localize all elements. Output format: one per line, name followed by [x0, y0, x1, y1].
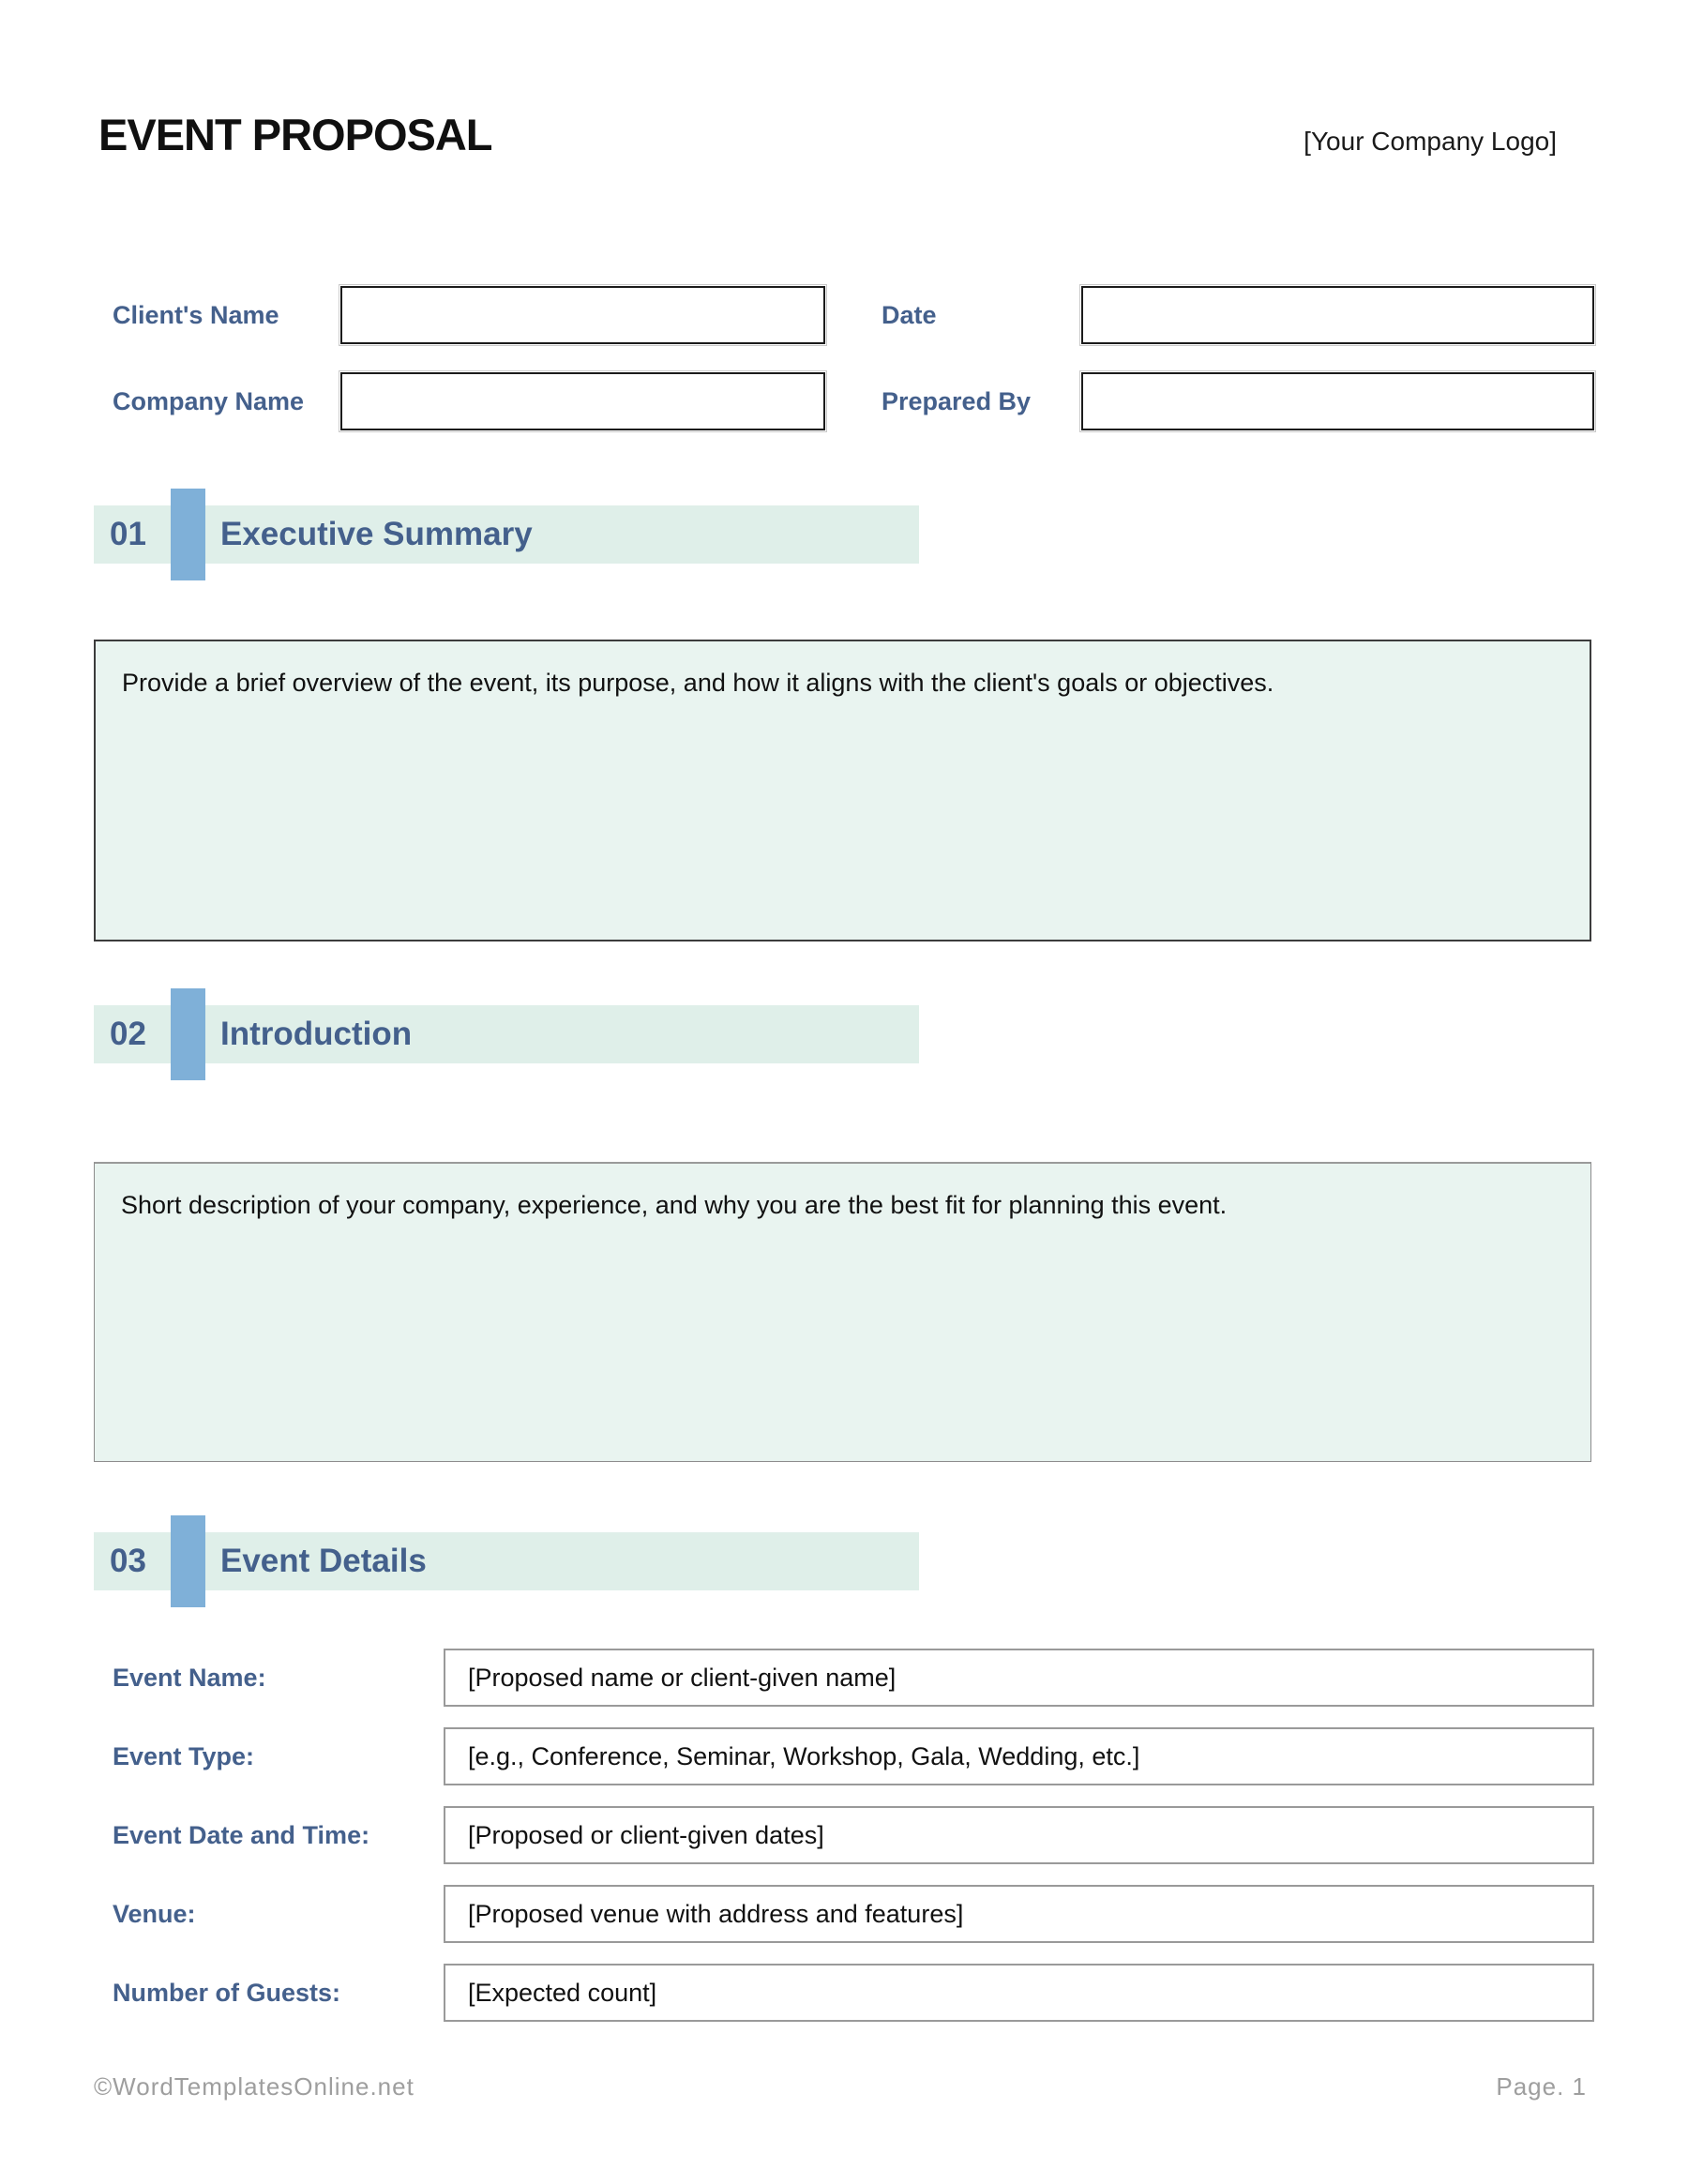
event-date-time-field[interactable]: [Proposed or client-given dates]	[444, 1806, 1594, 1864]
prepared-by-input[interactable]	[1081, 372, 1594, 430]
company-name-label: Company Name	[113, 386, 305, 415]
number-of-guests-field[interactable]: [Expected count]	[444, 1964, 1594, 2022]
date-input[interactable]	[1081, 286, 1594, 344]
event-date-time-label: Event Date and Time:	[113, 1820, 370, 1849]
section-number: 03	[110, 1543, 146, 1579]
date-label: Date	[882, 300, 937, 329]
copyright-text: ©WordTemplatesOnline.net	[94, 2072, 414, 2101]
event-name-label: Event Name:	[113, 1663, 266, 1692]
section-accent-bar	[171, 489, 205, 580]
document-footer	[94, 2072, 1594, 2101]
section-number: 02	[110, 1016, 146, 1052]
section-header-executive-summary	[94, 505, 919, 564]
page-number: Page. 1	[1496, 2072, 1587, 2101]
section-header-event-details	[94, 1532, 919, 1590]
introduction-textbox[interactable]: Short description of your company, experience, and why you are the best fit for planning this event.	[94, 1162, 1591, 1462]
section-title: Introduction	[220, 1016, 413, 1052]
venue-label: Venue:	[113, 1899, 196, 1928]
event-name-field[interactable]: [Proposed name or client-given name]	[444, 1649, 1594, 1707]
client-info-form	[94, 286, 1594, 430]
section-title: Executive Summary	[220, 516, 533, 552]
event-details-table	[94, 1649, 1594, 2022]
section-accent-bar	[171, 988, 205, 1080]
venue-field[interactable]: [Proposed venue with address and features]	[444, 1885, 1594, 1943]
event-type-label: Event Type:	[113, 1741, 255, 1770]
section-number: 01	[110, 516, 146, 552]
clients-name-input[interactable]	[340, 286, 825, 344]
section-accent-bar	[171, 1515, 205, 1607]
section-header-introduction	[94, 1005, 919, 1063]
number-of-guests-label: Number of Guests:	[113, 1978, 341, 2007]
document-header	[94, 0, 1594, 160]
event-type-field[interactable]: [e.g., Conference, Seminar, Workshop, Gala, Wedding, etc.]	[444, 1727, 1594, 1785]
prepared-by-label: Prepared By	[882, 386, 1032, 415]
executive-summary-textbox[interactable]: Provide a brief overview of the event, its purpose, and how it aligns with the client's goals or objectives.	[94, 640, 1591, 941]
section-title: Event Details	[220, 1543, 427, 1579]
page-title: EVENT PROPOSAL	[98, 110, 492, 159]
clients-name-label: Client's Name	[113, 300, 279, 329]
company-name-input[interactable]	[340, 372, 825, 430]
company-logo-placeholder: [Your Company Logo]	[1304, 127, 1557, 156]
